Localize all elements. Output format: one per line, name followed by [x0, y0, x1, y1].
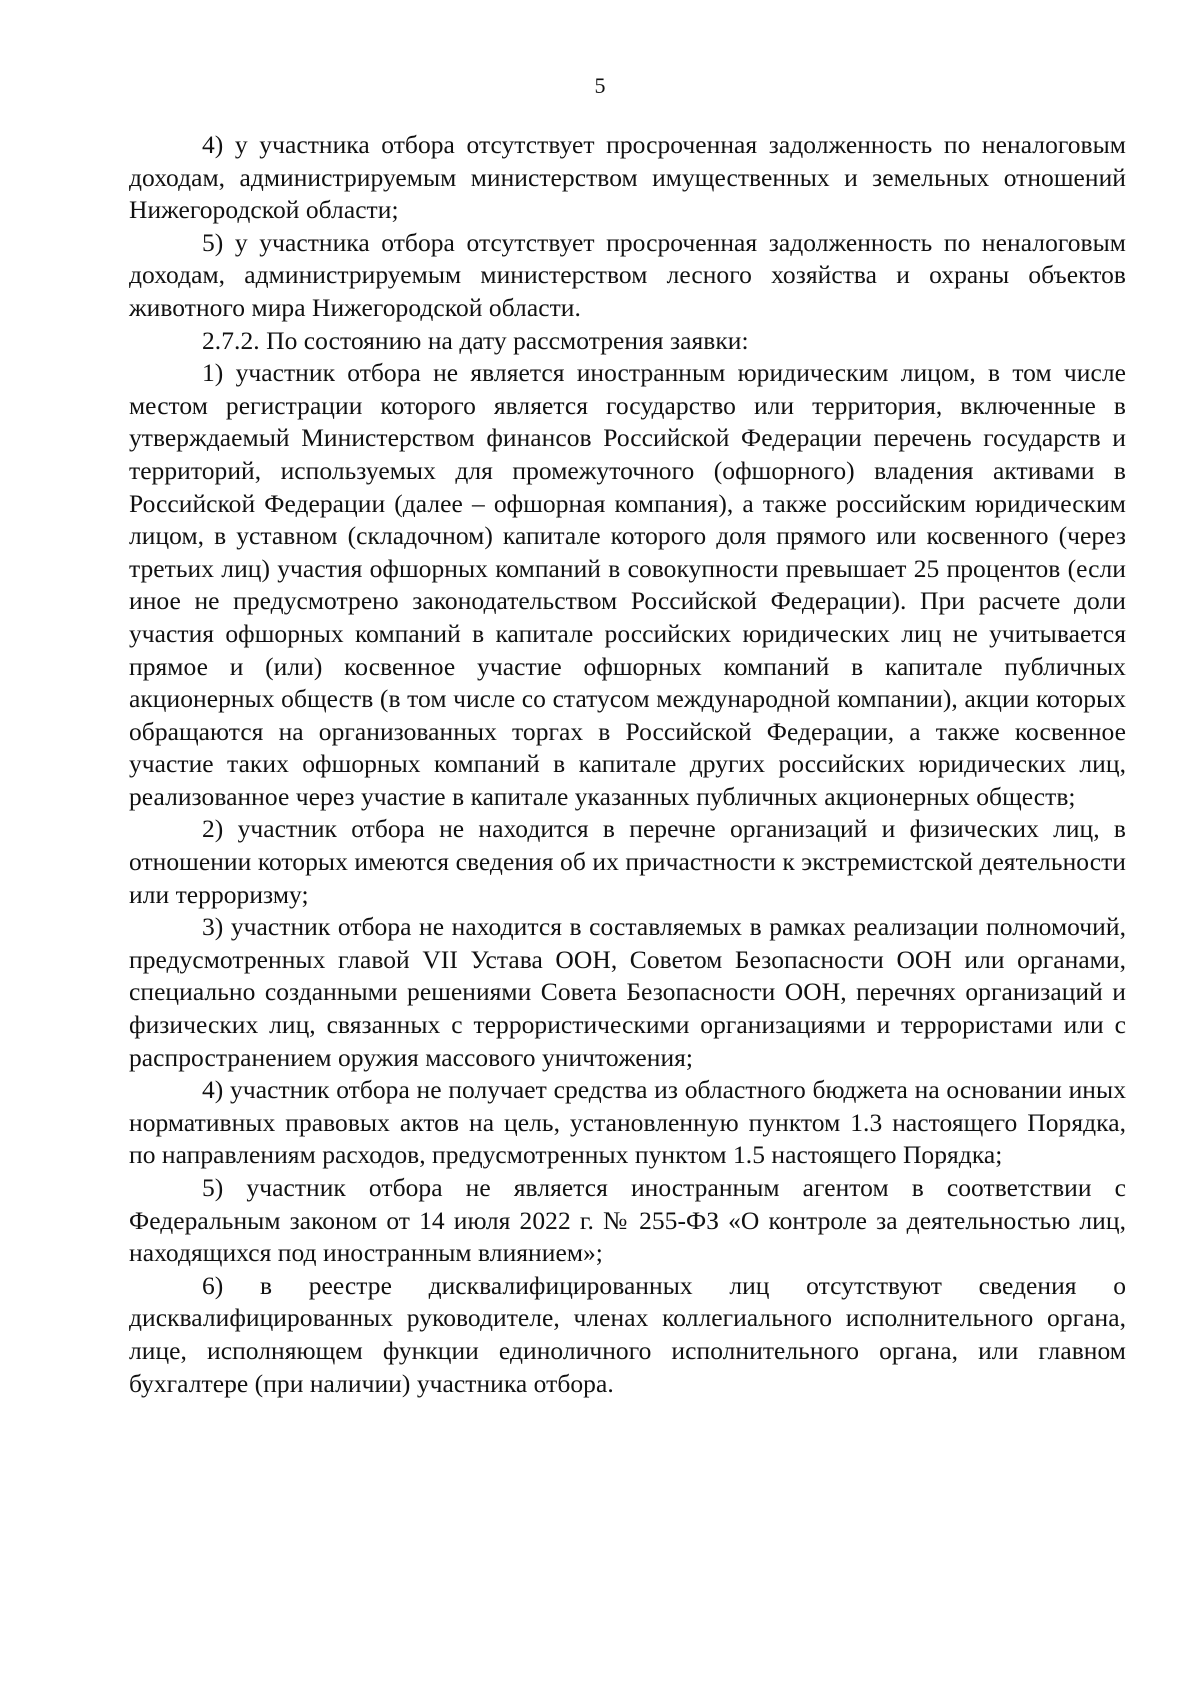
- paragraph-4-no-other-budget-funds: 4) участник отбора не получает средства из областного бюджета на основании иных нормативных правовых актов на цель, установленную пунктом 1.3 настоящего Порядка, по направлениям расходов, предусмотренных пунктом 1.5 настоящего Порядка;: [129, 1075, 1126, 1170]
- document-body: [129, 129, 1126, 1400]
- paragraph-2-7-2-heading: 2.7.2. По состоянию на дату рассмотрения заявки:: [202, 325, 749, 355]
- paragraph-3-not-un-list: 3) участник отбора не находится в составляемых в рамках реализации полномочий, предусмотренных главой VII Устава ООН, Советом Безопасности ООН или органами, специально созданными решениями Совета Безопасности ООН, перечнях организаций и физических лиц, связанных с террористическими организациями и террористами или с распространением оружия массового уничтожения;: [129, 912, 1126, 1072]
- paragraph-6-no-disqualified: 6) в реестре дисквалифицированных лиц отсутствуют сведения о дисквалифицированных руководителе, членах коллегиального исполнительного органа, лице, исполняющем функции единоличного исполнительного органа, или главном бухгалтере (при наличии) участника отбора.: [129, 1270, 1126, 1398]
- page-number: 5: [594, 73, 606, 98]
- paragraph-1-not-offshore: 1) участник отбора не является иностранным юридическим лицом, в том числе местом регистрации которого является государство или территория, включенные в утверждаемый Министерством финансов Российской Федерации перечень государств и территорий, используемых для промежуточного (офшорного) владения активами в Российской Федерации (далее – офшорная компания), а также российским юридическим лицом, в уставном (складочном) капитале которого доля прямого или косвенного (через третьих лиц) участия офшорных компаний в совокупности превышает 25 процентов (если иное не предусмотрено законодательством Российской Федерации). При расчете доли участия офшорных компаний в капитале российских юридических лиц не учитывается прямое и (или) косвенное участие офшорных компаний в капитале публичных акционерных обществ (в том числе со статусом международной компании), акции которых обращаются на организованных торгах в Российской Федерации, а также косвенное участие таких офшорных компаний в капитале других российских юридических лиц, реализованное через участие в капитале указанных публичных акционерных обществ;: [129, 358, 1126, 811]
- paragraph-5-no-forestry-debt: 5) у участника отбора отсутствует просроченная задолженность по неналоговым доходам, администрируемым министерством лесного хозяйства и охраны объектов животного мира Нижегородской области.: [129, 227, 1126, 322]
- paragraph-5-not-foreign-agent: 5) участник отбора не является иностранным агентом в соответствии с Федеральным законом от 14 июля 2022 г. № 255-ФЗ «О контроле за деятельностью лиц, находящихся под иностранным влиянием»;: [129, 1173, 1126, 1268]
- paragraph-4-no-property-debt: 4) у участника отбора отсутствует просроченная задолженность по неналоговым доходам, администрируемым министерством имущественных и земельных отношений Нижегородской области;: [129, 130, 1126, 225]
- paragraph-2-not-extremist: 2) участник отбора не находится в перечне организаций и физических лиц, в отношении которых имеются сведения об их причастности к экстремистской деятельности или терроризму;: [129, 814, 1126, 909]
